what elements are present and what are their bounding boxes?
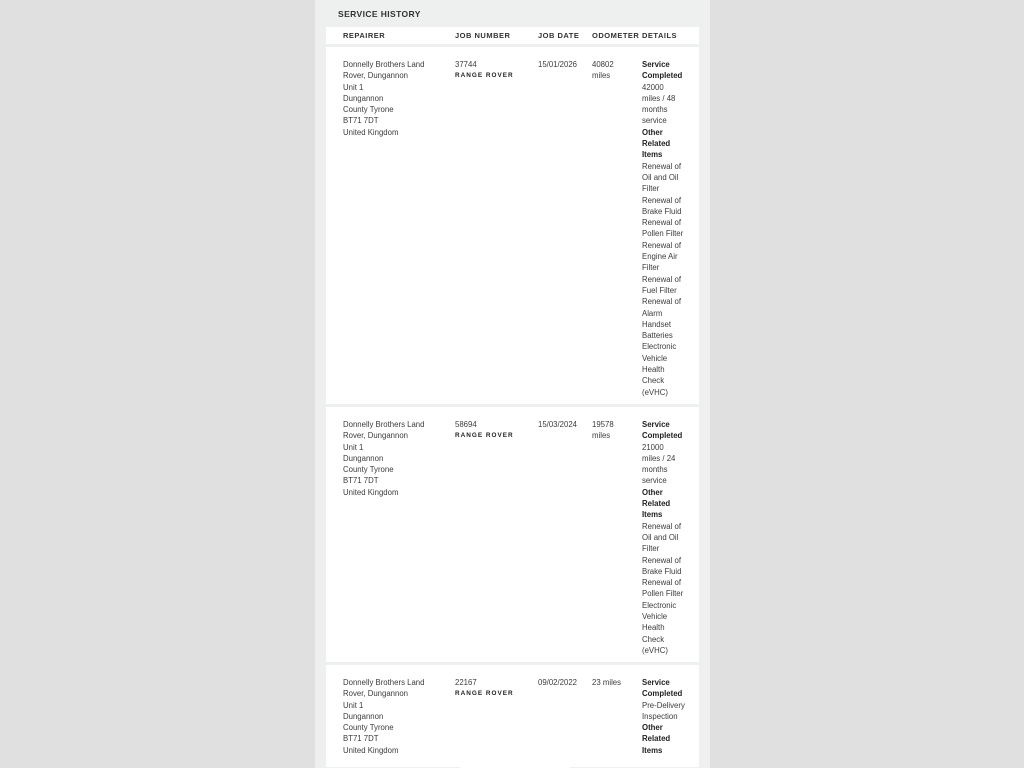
details-item: Batteries: [642, 331, 673, 341]
details-item: Check: [642, 634, 665, 644]
address-line: Rover, Dungannon: [343, 71, 409, 81]
details-heading: Items: [642, 150, 663, 160]
address-line: Unit 1: [343, 700, 364, 710]
details-item: Renewal of: [642, 521, 682, 531]
details-heading: Service: [642, 678, 670, 687]
details-item: Check: [642, 376, 665, 386]
details-item: service: [642, 116, 667, 126]
details-item: months: [642, 105, 668, 115]
details-heading: Completed: [642, 71, 683, 81]
job-date: 15/03/2024: [538, 420, 578, 429]
odometer-value: 23 miles: [592, 678, 622, 687]
odometer-value: 40802: [592, 60, 614, 69]
details-item: Health: [642, 365, 665, 375]
details-item: Health: [642, 623, 665, 633]
address-line: BT71 7DT: [343, 476, 379, 486]
job-number-cell: [455, 59, 514, 82]
address-line: BT71 7DT: [343, 116, 379, 126]
address-line: United Kingdom: [343, 487, 399, 497]
details-cell: [642, 59, 692, 398]
odometer-value: miles: [592, 431, 611, 441]
details-heading: Completed: [642, 431, 683, 441]
details-item: service: [642, 476, 667, 486]
column-header-odometer: ODOMETER: [592, 31, 640, 40]
repairer-address: [343, 419, 443, 498]
details-item: Pollen Filter: [642, 589, 684, 599]
address-line: Unit 1: [343, 442, 364, 452]
details-item: Renewal of: [642, 578, 682, 588]
details-item: Renewal of: [642, 555, 682, 565]
range-rover-badge: RANGE ROVER: [455, 690, 514, 698]
job-number-cell: [455, 677, 514, 700]
details-item: Brake Fluid: [642, 566, 682, 576]
details-heading: Items: [642, 510, 663, 520]
details-item: Handset: [642, 319, 672, 329]
details-cell: [642, 677, 692, 756]
details-item: (eVHC): [642, 645, 668, 655]
address-line: Donnelly Brothers Land: [343, 60, 425, 69]
address-line: Donnelly Brothers Land: [343, 678, 425, 687]
details-heading: Items: [642, 745, 663, 755]
odometer-cell: [592, 677, 638, 688]
details-item: Renewal of: [642, 240, 682, 250]
details-heading: Other: [642, 723, 663, 733]
job-number: 37744: [455, 60, 477, 69]
job-number: 58694: [455, 420, 477, 429]
details-item: Electronic: [642, 600, 677, 610]
details-cell: [642, 419, 692, 656]
details-heading: Related: [642, 139, 671, 149]
details-item: Vehicle: [642, 353, 668, 363]
repairer-address: [343, 59, 443, 138]
job-date: 09/02/2022: [538, 678, 578, 687]
details-item: Renewal of: [642, 161, 682, 171]
address-line: Dungannon: [343, 93, 384, 103]
details-item: Filter: [642, 184, 660, 194]
job-number-cell: [455, 419, 514, 442]
details-item: Vehicle: [642, 612, 668, 622]
service-history-panel: [315, 0, 710, 768]
column-header-job-date: JOB DATE: [538, 31, 580, 40]
odometer-value: 19578: [592, 420, 614, 429]
details-item: miles / 24: [642, 453, 676, 463]
address-line: Dungannon: [343, 711, 384, 721]
details-item: Electronic: [642, 342, 677, 352]
details-item: Pollen Filter: [642, 229, 684, 239]
details-item: Fuel Filter: [642, 285, 677, 295]
column-header-repairer: REPAIRER: [343, 31, 386, 40]
details-heading: Other: [642, 487, 663, 497]
address-line: Unit 1: [343, 82, 364, 92]
details-item: Inspection: [642, 711, 678, 721]
address-line: County Tyrone: [343, 465, 394, 475]
address-line: Rover, Dungannon: [343, 689, 409, 699]
job-date: 15/01/2026: [538, 60, 578, 69]
odometer-cell: [592, 419, 638, 442]
address-line: Dungannon: [343, 453, 384, 463]
address-line: BT71 7DT: [343, 734, 379, 744]
bottom-handle: [460, 764, 570, 768]
details-heading: Service: [642, 60, 670, 69]
details-item: Pre-Delivery: [642, 700, 685, 710]
table-header: [326, 27, 699, 44]
job-number: 22167: [455, 678, 477, 687]
column-header-job-number: JOB NUMBER: [455, 31, 511, 40]
section-title: SERVICE HISTORY: [338, 9, 421, 19]
details-item: Oil and Oil: [642, 172, 679, 182]
address-line: United Kingdom: [343, 127, 399, 137]
details-heading: Service: [642, 420, 670, 429]
address-line: Donnelly Brothers Land: [343, 420, 425, 429]
details-item: 21000: [642, 442, 664, 452]
details-item: months: [642, 465, 668, 475]
service-history-table: [326, 27, 699, 767]
details-item: Filter: [642, 544, 660, 554]
details-heading: Completed: [642, 689, 683, 699]
details-item: Oil and Oil: [642, 532, 679, 542]
details-item: Brake Fluid: [642, 206, 682, 216]
details-item: Alarm: [642, 308, 663, 318]
details-heading: Related: [642, 499, 671, 509]
table-row: [326, 47, 699, 404]
column-header-details: DETAILS: [642, 31, 678, 40]
range-rover-badge: RANGE ROVER: [455, 72, 514, 80]
details-item: Filter: [642, 263, 660, 273]
details-item: Engine Air: [642, 252, 678, 262]
details-item: Renewal of: [642, 274, 682, 284]
details-item: miles / 48: [642, 93, 676, 103]
address-line: Rover, Dungannon: [343, 431, 409, 441]
table-row: [326, 665, 699, 767]
details-heading: Other: [642, 127, 663, 137]
details-item: Renewal of: [642, 195, 682, 205]
details-item: 42000: [642, 82, 664, 92]
address-line: County Tyrone: [343, 723, 394, 733]
address-line: County Tyrone: [343, 105, 394, 115]
address-line: United Kingdom: [343, 745, 399, 755]
repairer-address: [343, 677, 443, 756]
odometer-value: miles: [592, 71, 611, 81]
odometer-cell: [592, 59, 638, 82]
details-item: Renewal of: [642, 218, 682, 228]
details-item: (eVHC): [642, 387, 668, 397]
details-item: Renewal of: [642, 297, 682, 307]
table-row: [326, 407, 699, 662]
range-rover-badge: RANGE ROVER: [455, 432, 514, 440]
details-heading: Related: [642, 734, 671, 744]
